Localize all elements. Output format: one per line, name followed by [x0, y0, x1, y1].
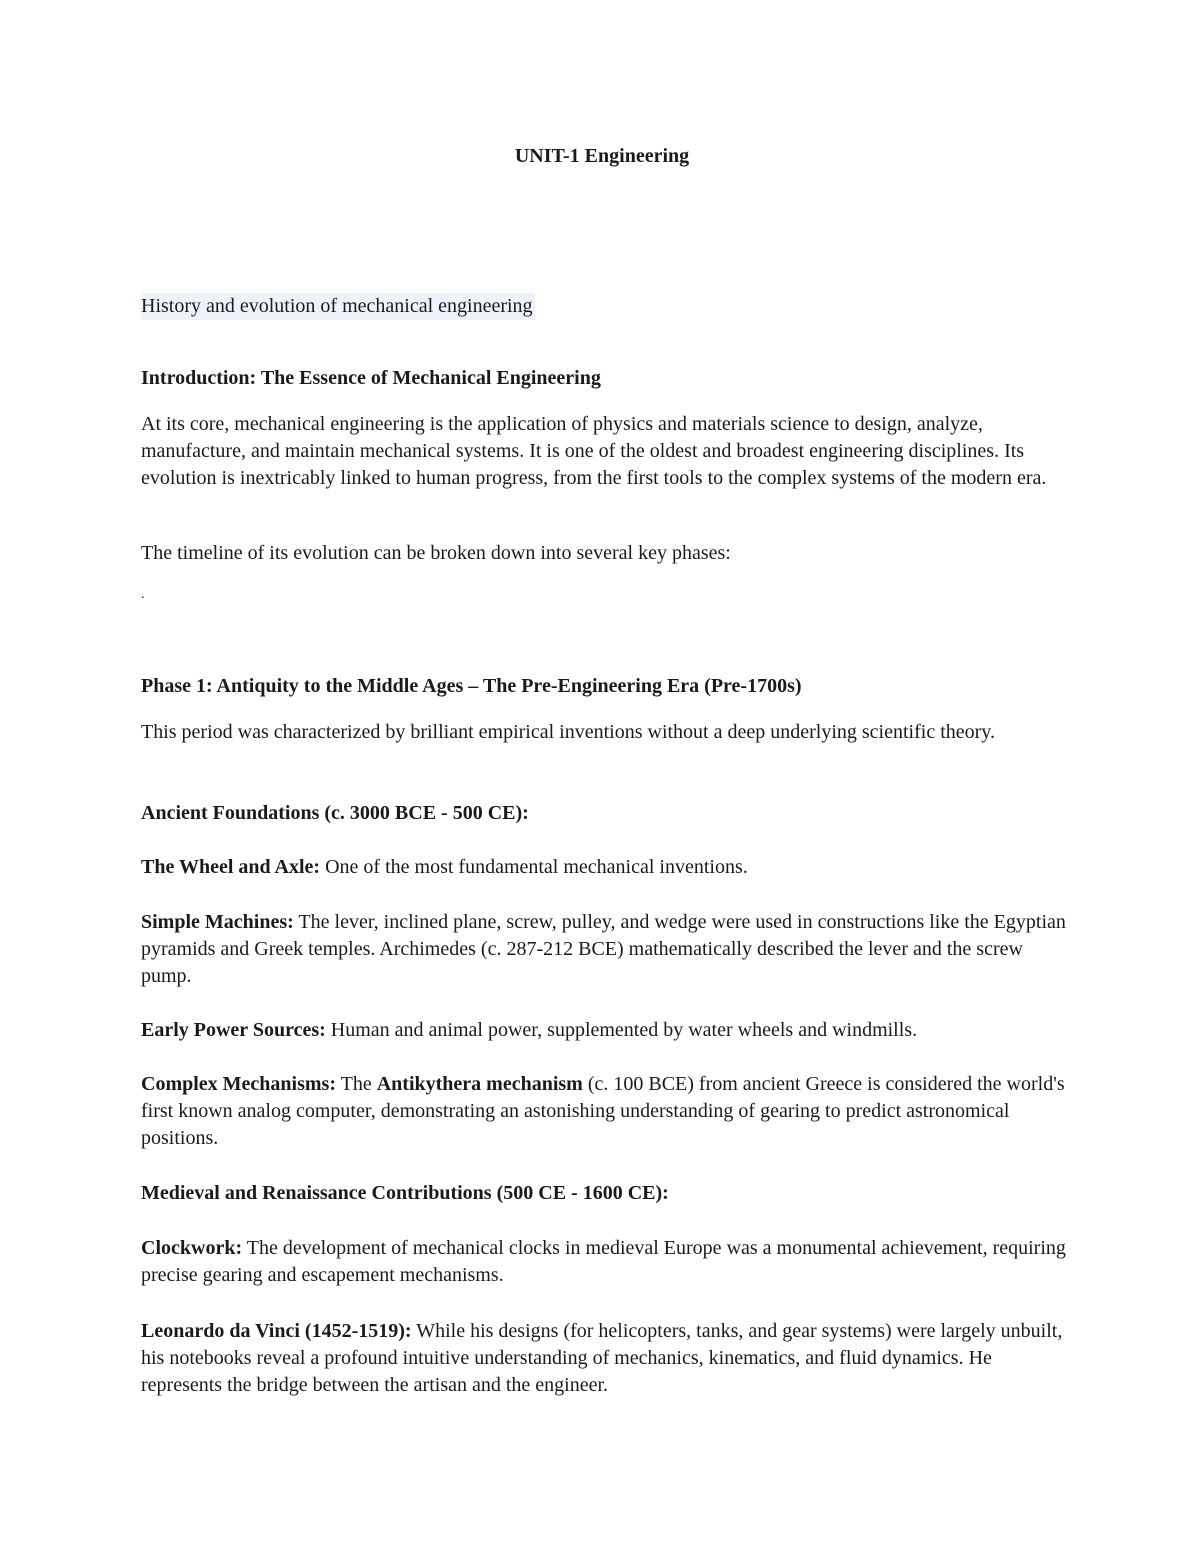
stray-mark: . — [141, 587, 145, 602]
simple-machines-text: The lever, inclined plane, screw, pulley, and wedge were used in constructions like the Egyptian pyramids and Greek temples. Archimedes (c. 287-212 BCE) mathematically described the lever and the screw pump. — [141, 911, 1066, 987]
complex-text-a: The — [335, 1073, 377, 1095]
power-sources-label: Early Power Sources: — [141, 1019, 326, 1041]
simple-machines-paragraph — [141, 909, 1066, 990]
power-sources-text: Human and animal power, supplemented by water wheels and windmills. — [325, 1019, 918, 1041]
medieval-heading: Medieval and Renaissance Contributions (500 CE - 1600 CE): — [141, 1182, 669, 1204]
clockwork-label: Clockwork: — [141, 1237, 243, 1259]
wheel-paragraph — [141, 854, 1066, 881]
timeline-paragraph: The timeline of its evolution can be broken down into several key phases: — [141, 542, 731, 564]
wheel-text: One of the most fundamental mechanical inventions. — [320, 856, 748, 878]
complex-mechanisms-label: Complex Mechanisms: — [141, 1073, 336, 1095]
intro-paragraph: At its core, mechanical engineering is the application of physics and materials science to design, analyze, manufacture, and maintain mechanical systems. It is one of the oldest and broadest engineering disciplines. Its evolution is inextricably linked to human progress, from the first tools to the complex systems of the modern era. — [141, 413, 1047, 489]
power-sources-paragraph — [141, 1017, 1066, 1044]
leonardo-label: Leonardo da Vinci (1452-1519): — [141, 1320, 412, 1342]
leonardo-paragraph — [141, 1318, 1066, 1399]
antikythera-term: Antikythera mechanism — [376, 1073, 583, 1095]
complex-text-b: (c. 100 BCE) from ancient Greece is considered the world's first known analog computer, demonstrating an astonishing understanding of gearing to predict astronomical positions. — [141, 1073, 1065, 1149]
simple-machines-label: Simple Machines: — [141, 911, 294, 933]
complex-mechanisms-paragraph — [141, 1071, 1066, 1152]
intro-heading: Introduction: The Essence of Mechanical Engineering — [141, 367, 601, 389]
phase1-heading: Phase 1: Antiquity to the Middle Ages – The Pre-Engineering Era (Pre-1700s) — [141, 675, 802, 697]
document-title: UNIT-1 Engineering — [514, 145, 690, 167]
clockwork-paragraph — [141, 1235, 1066, 1289]
leonardo-text: While his designs (for helicopters, tanks, and gear systems) were largely unbuilt, his notebooks reveal a profound intuitive understanding of mechanics, kinematics, and fluid dynamics. He represents the bridge between the artisan and the engineer. — [141, 1320, 1063, 1396]
wheel-label: The Wheel and Axle: — [141, 856, 321, 878]
phase1-paragraph: This period was characterized by brilliant empirical inventions without a deep underlying scientific theory. — [141, 721, 995, 743]
clockwork-text: The development of mechanical clocks in medieval Europe was a monumental achievement, requiring precise gearing and escapement mechanisms. — [141, 1237, 1066, 1286]
ancient-heading: Ancient Foundations (c. 3000 BCE - 500 CE): — [141, 802, 529, 824]
document-subtitle: History and evolution of mechanical engineering — [141, 293, 535, 320]
